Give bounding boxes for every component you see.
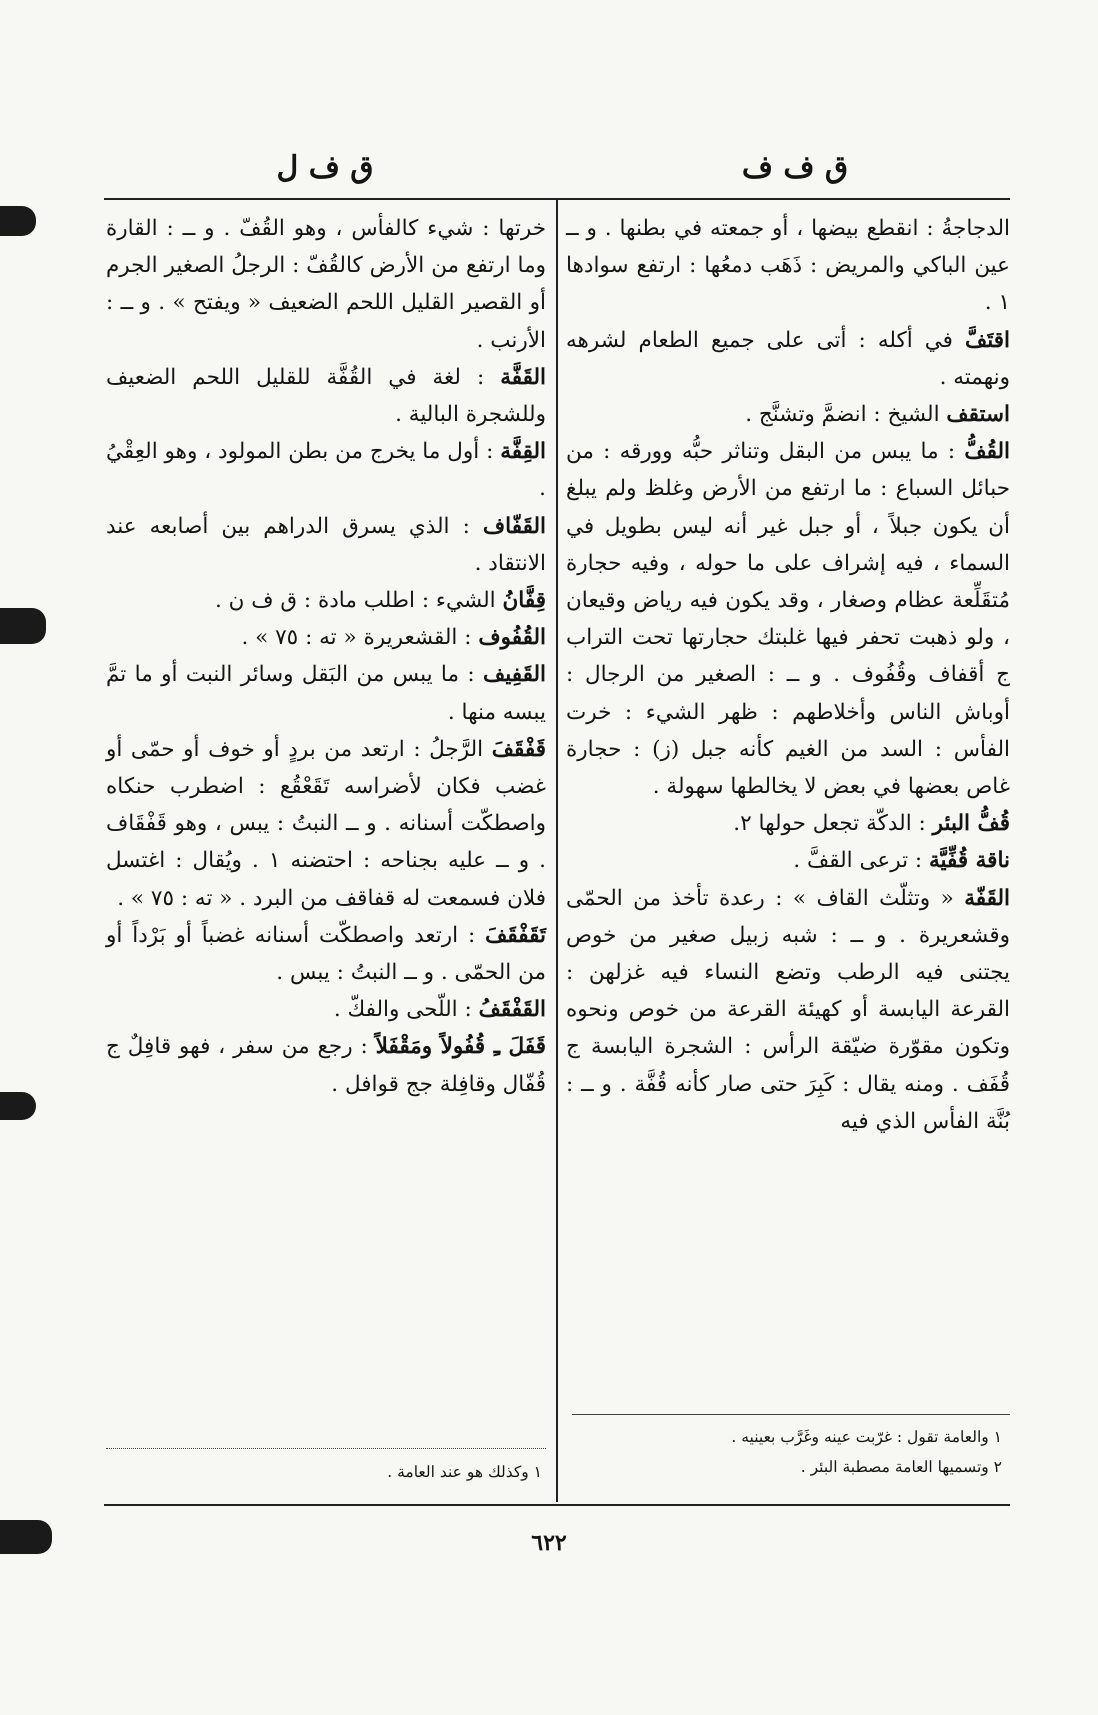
entry-definition: الشيء : اطلب مادة : ق ف ن . [214,588,503,614]
entry-definition: الدجاجةُ : انقطع بيضها ، أو جمعته في بطنها . و ــ عين الباكي والمريض : ذَهَب دمعُها : ارتفع سوادها ١ . [566,216,1010,316]
dictionary-entry [106,508,546,582]
entry-headword: قُفُّ البئر [932,811,1010,837]
entry-definition: : أول ما يخرج من بطن المولود ، وهو العِقْيُ . [106,439,546,502]
entry-definition: : ترعى القفَّ . [793,848,929,874]
footnote: ١ وكذلك هو عند العامة . [387,1463,542,1481]
entry-definition: الشيخ : انضمَّ وتشنَّج . [745,402,947,428]
entry-definition: : الذي يسرق الدراهم بين أصابعه عند الانتقاد . [106,513,546,576]
entry-headword: القَفَّة [500,364,546,390]
entry-definition: : لغة في القُفَّة للقليل اللحم الضعيف وللشجرة البالية . [106,364,546,428]
entry-definition: : ارتعد واصطكّت أسنانه غضباً أو بَرْداً أو من الحمّى . و ــ النبتُ : يبس . [106,922,546,986]
dictionary-entry [566,842,1010,879]
entry-headword: قِفَّانُ [502,588,546,614]
entry-headword: القَفّاف [482,513,546,539]
dictionary-entry [106,731,546,917]
entry-definition: : القشعريرة « ته : ٧٥ » . [241,625,479,651]
dictionary-entry [106,582,546,619]
entry-headword: قَفْقَفَ [491,736,546,762]
page-edge-mark [0,206,36,236]
dictionary-entry [106,210,546,359]
entry-definition: : ما يبس من البقل وتناثر حبُّه وورقه : من حبائل السباع : ما ارتفع من الأرض وغلظ ولم يبلغ أن يكون جبلاً ، أو جبل غير أنه ليس بطويل في السماء ، فيه إشراف على ما حوله ، وفيه حجارة مُتقَلِّعة عظام وصغار ، وقد يكون فيه رياض وقيعان ، ولو ذهبت تحفر فيها غلبتك حجارتها تحت التراب ج أقفاف وقُفُوف . و ــ : الصغير من الرجال : أوباش الناس وأخلاطهم : ظهر الشيء : خرت الفأس : السد من الغيم كأنه جبل (ز) : حجارة غاص بعضها في بعض لا يخالطها سهولة . [566,439,1010,800]
dictionary-entry [106,359,546,433]
entry-definition: في أكله : أتى على جميع الطعام لشرهه ونهمته . [566,327,1010,390]
entry-definition: : رجع من سفر ، فهو قافِلٌ ج قُفّال وقافِلة جج قوافل . [106,1034,546,1097]
entry-headword: القِفَّة [500,439,546,465]
dictionary-entry [106,1028,546,1102]
dictionary-entry [566,396,1010,433]
entry-headword: القَفْقَفُ [478,997,546,1023]
footnote-rule-left [106,1448,546,1449]
entry-headword: القُفُوف [478,625,546,651]
right-root-header: ق ف ف [741,150,849,185]
dictionary-entry [566,210,1010,322]
entry-headword: القَفّة [964,885,1010,911]
dictionary-entry [106,991,546,1028]
entry-headword: استقف [946,402,1010,428]
entry-definition: خرتها : شيء كالفأس ، وهو القُفّ . و ــ : القارة وما ارتفع من الأرض كالقُفّ : الرجلُ الصغير الجرم أو القصير القليل اللحم الضعيف « ويفتح » . و ــ : الأرنب . [106,216,546,353]
footnote-rule-right [572,1414,1010,1415]
left-root-header: ق ف ل [276,150,374,185]
dictionary-entry [106,433,546,507]
page-edge-mark [0,608,46,644]
footnote: ١ والعامة تقول : غرّبت عينه وغَرَّب بعينيه . [731,1428,1002,1446]
page-edge-mark [0,1092,36,1120]
dictionary-entry [106,917,546,991]
left-column [106,210,546,1103]
footnote: ٢ وتسميها العامة مصطبة البئر . [800,1458,1002,1476]
right-column [566,210,1010,1140]
dictionary-entry [566,433,1010,805]
dictionary-entry [566,322,1010,396]
footnotes-right [572,1422,1002,1482]
bottom-rule [104,1504,1010,1506]
dictionary-entry [106,656,546,730]
footnotes-left [106,1458,542,1486]
entry-definition: الرَّجلُ : ارتعد من بردٍ أو خوف أو حمّى أو غضب فكان لأضراسه تَقَعْقُع : اضطرب حنكاه واصطكّت أسنانه . و ــ النبتُ : يبس ، وهو قَفْقَاف . و ــ عليه بجناحه : احتضنه ١ . ويُقال : اغتسل فلان فسمعت له قفاقف من البرد . « ته : ٧٥ » . [106,736,546,911]
entry-definition: : اللّحى والفكّ . [333,997,479,1023]
entry-headword: القَفِيف [482,662,546,688]
entry-definition: : الدكّة تجعل حولها ٢. [733,811,933,837]
column-divider [556,200,558,1502]
entry-headword: القُفُّ [964,439,1010,465]
page-number: ٦٢٢ [531,1530,567,1556]
entry-definition: « وتثلّث القاف » : رعدة تأخذ من الحمّى وقشعريرة . و ــ : شبه زبيل صغير من خوص يجتنى فيه الرطب وتضع النساء فيه غزلهن : القرعة اليابسة أو كهيئة القرعة من خوص ونحوه وتكون مقوّرة ضيّقة الرأس : الشجرة اليابسة ج قُفَف . ومنه يقال : كَبِرَ حتى صار كأنه قُفَّة . و ــ : بُنَّة الفأس الذي فيه [566,885,1010,1134]
entry-headword: ناقة قُفِّيَّة [929,848,1010,874]
entry-headword: اقتَفَّ [965,327,1010,353]
entry-definition: : ما يبس من البَقل وسائر النبت أو ما تمَّ يبسه منها . [106,662,546,725]
entry-headword: تَقَفْقَفَ [485,922,546,948]
dictionary-entry [106,619,546,656]
dictionary-entry [566,880,1010,1140]
dictionary-entry [566,805,1010,842]
entry-headword: قَفَلَ ـِ قُفُولاً ومَقْفَلاً [375,1034,546,1060]
